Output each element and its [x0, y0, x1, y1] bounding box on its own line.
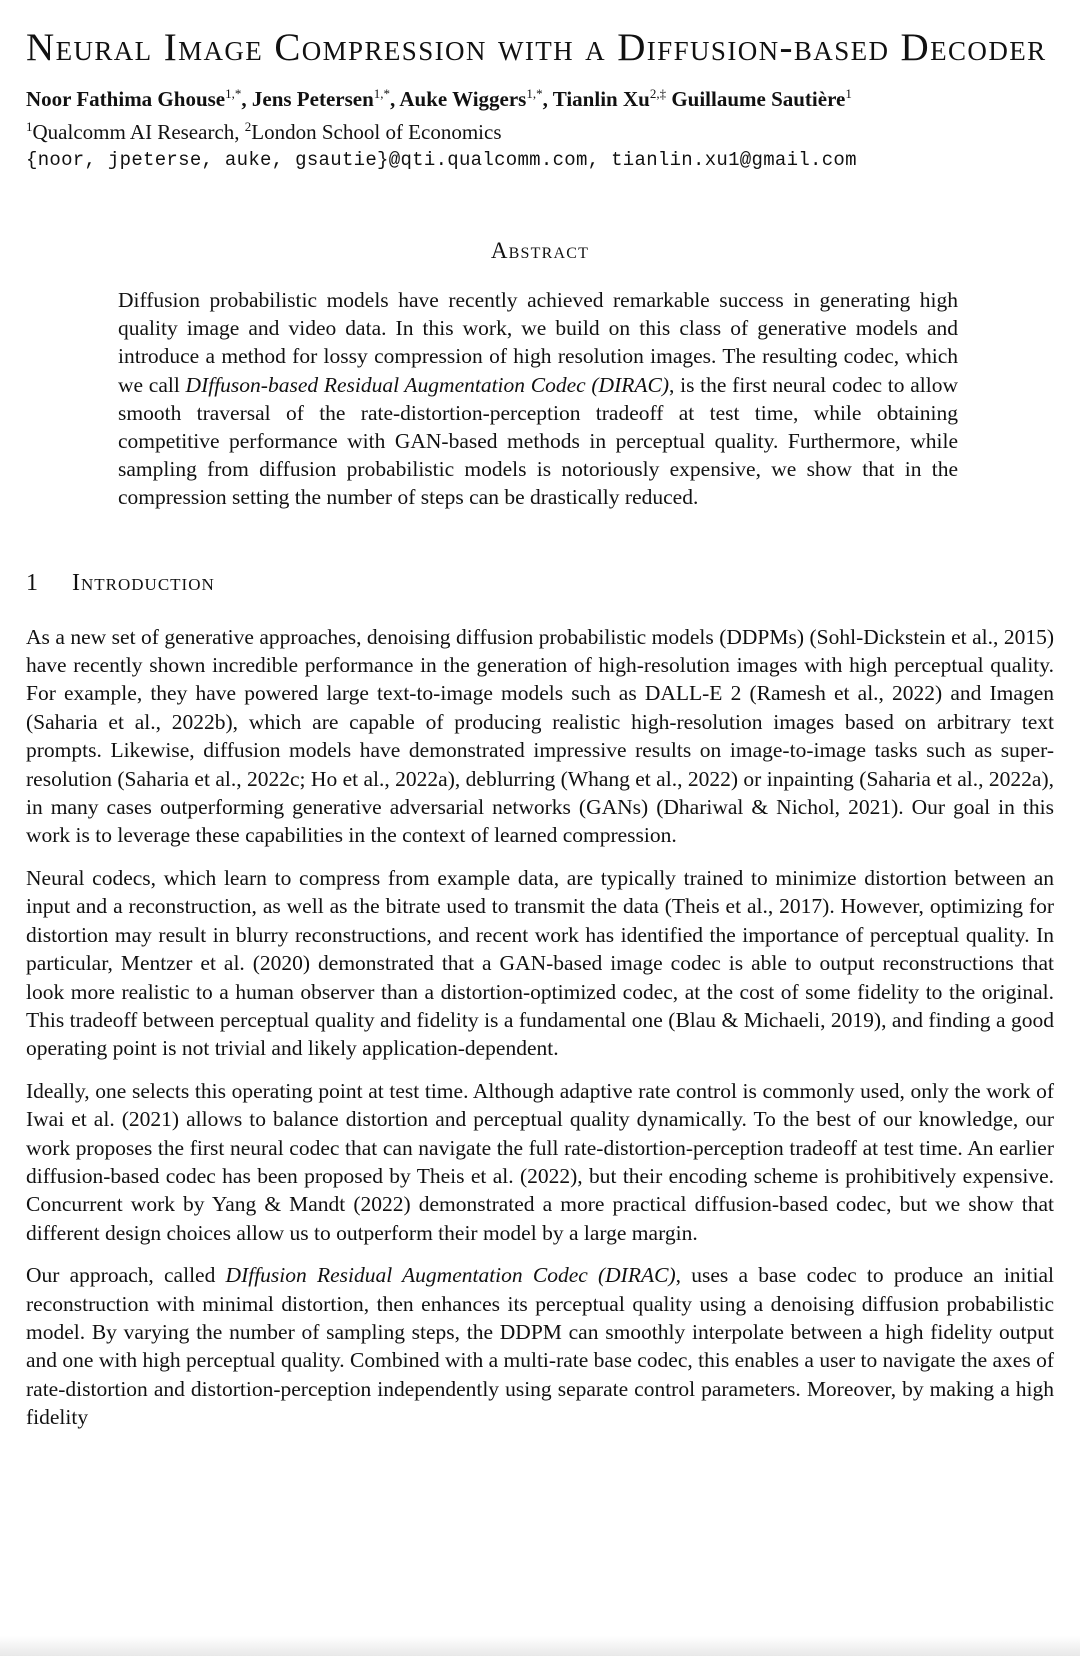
- paper-page: [26, 22, 1054, 1446]
- text-run: As a new set of generative approaches, denoising diffusion probabilistic models (DDPMs) (Sohl-Dickstein et al., 2015) have recently shown incredible performance in the generation of high-resolution images with high perceptual quality. For example, they have powered large text-to-image models such as DALL-E 2 (Ramesh et al., 2022) and Imagen (Saharia et al., 2022b), which are capable of producing realistic high-resolution images based on arbitrary text prompts. Likewise, diffusion models have demonstrated impressive results on image-to-image tasks such as super-resolution (Saharia et al., 2022c; Ho et al., 2022a), deblurring (Whang et al., 2022) or inpainting (Saharia et al., 2022a), in many cases outperforming generative adversarial networks (GANs) (Dhariwal & Nichol, 2021). Our goal in this work is to leverage these capabilities in the context of learned compression.: [26, 624, 1054, 848]
- affiliation-list: $^1$Qualcomm AI Research, $^2$London School of Economics: [26, 119, 502, 144]
- page-bottom-shadow: [0, 1636, 1080, 1656]
- affiliation-name: Qualcomm AI Research: [32, 120, 235, 144]
- text-run: Diffusion probabilistic models have recently achieved remarkable success in generating high quality image and video data. In this work, we build on this class of generative models and introduce a method for lossy compression of high resolution images. The resulting codec, which we call: [118, 288, 958, 397]
- section-heading: [26, 570, 1054, 597]
- author-name: Noor Fathima Ghouse: [26, 87, 226, 111]
- abstract-heading: Abstract: [490, 238, 590, 263]
- text-run: , uses a base codec to produce an initial reconstruction with minimal distortion, then enhances its perceptual quality using a denoising diffusion probabilistic model. By varying the number of sampling steps, the DDPM can smoothly interpolate between a high fidelity output and one with high perceptual quality. Combined with a multi-rate base codec, this enables a user to navigate the axes of rate-distortion and distortion-perception independently using separate control parameters. Moreover, by making a high fidelity: [26, 1263, 1054, 1430]
- body-paragraph: [26, 1077, 1054, 1247]
- author-affiliation-mark: 1,*: [526, 86, 543, 101]
- italic-text: DIffusion Residual Augmentation Codec (DIRAC): [225, 1263, 676, 1288]
- author-affiliation-mark: 1,*: [225, 86, 242, 101]
- body-paragraph: [26, 623, 1054, 850]
- author-name: Auke Wiggers: [399, 87, 527, 111]
- paper-title: Neural Image Compression with a Diffusion-based Decoder: [26, 26, 1047, 69]
- text-run: Ideally, one selects this operating point at test time. Although adaptive rate control is commonly used, only the work of Iwai et al. (2021) allows to balance distortion and perceptual quality dynamically. To the best of our knowledge, our work proposes the first neural codec that can navigate the full rate-distortion-perception tradeoff at test time. An earlier diffusion-based codec has been proposed by Theis et al. (2022), but their encoding scheme is prohibitively expensive. Concurrent work by Yang & Mandt (2022) demonstrated a more practical diffusion-based codec, but we show that different design choices allow us to outperform their model by a large margin.: [26, 1078, 1054, 1245]
- author-affiliation-mark: 1: [845, 86, 852, 101]
- author-name: Guillaume Sautière: [671, 87, 846, 111]
- section-title: Introduction: [72, 569, 215, 596]
- section-body: [26, 623, 1054, 1432]
- text-run: Our approach, called: [26, 1263, 226, 1288]
- author-emails: {noor, jpeterse, auke, gsautie}@qti.qualcomm.com, tianlin.xu1@gmail.com: [26, 149, 857, 171]
- affiliation-name: London School of Economics: [251, 120, 502, 144]
- body-paragraph: [26, 864, 1054, 1063]
- author-name: Jens Petersen: [251, 87, 374, 111]
- text-run: Neural codecs, which learn to compress from example data, are typically trained to minimize distortion between an input and a reconstruction, as well as the bitrate used to transmit the data (Theis et al., 2017). However, optimizing for distortion may result in blurry reconstructions, and recent work has identified the importance of perceptual quality. In particular, Mentzer et al. (2020) demonstrated that a GAN-based image codec is able to output reconstructions that look more realistic to a human observer than a distortion-optimized codec, at the cost of some fidelity to the original. This tradeoff between perceptual quality and fidelity is a fundamental one (Blau & Michaeli, 2019), and finding a good operating point is not trivial and likely application-dependent.: [26, 865, 1054, 1061]
- text-run: , is the first neural codec to allow smooth traversal of the rate-distortion-perception tradeoff at test time, while obtaining competitive performance with GAN-based methods in perceptual quality. Furthermore, while sampling from diffusion probabilistic models is notoriously expensive, we show that in the compression setting the number of steps can be drastically reduced.: [118, 372, 958, 510]
- body-paragraph: [26, 1261, 1054, 1431]
- affiliation-mark: 2: [244, 119, 252, 134]
- affiliation-mark: 1: [26, 119, 33, 134]
- author-affiliation-mark: 2,‡: [649, 86, 667, 101]
- section-number: 1: [26, 569, 39, 596]
- abstract-text: [118, 286, 958, 512]
- italic-text: DIffuson-based Residual Augmentation Codec (DIRAC): [185, 372, 670, 397]
- author-name: Tianlin Xu: [552, 87, 650, 111]
- author-affiliation-mark: 1,*: [373, 86, 391, 101]
- author-list: Noor Fathima Ghouse$^{1,*}$, Jens Petersen$^{1,*}$, Auke Wiggers$^{1,*}$, Tianlin $Xu^{2,\ddagger}$ Guillaume Sautière$^1$: [26, 86, 852, 111]
